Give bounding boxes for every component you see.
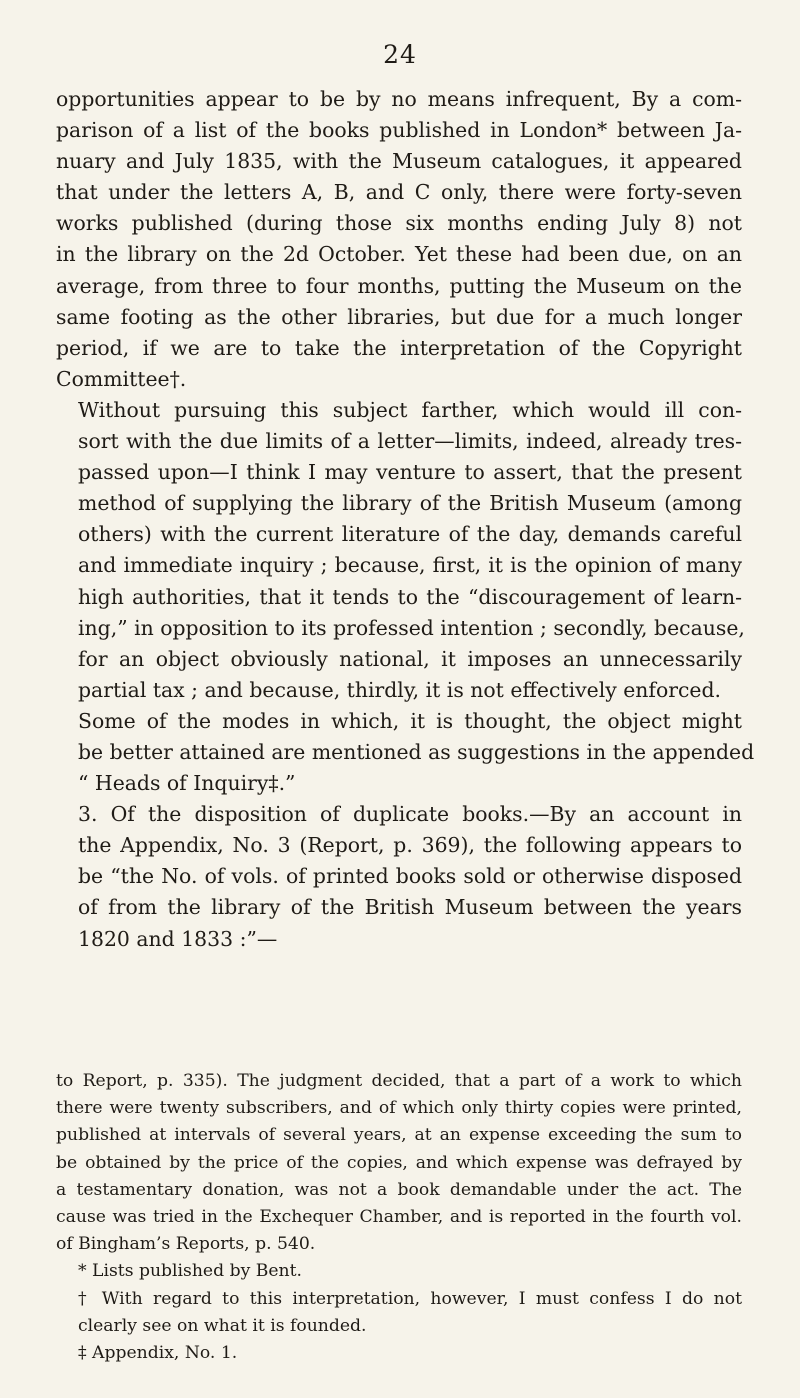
- paragraph: [56, 706, 755, 799]
- text-line: be “the No. of vols. of printed books sold or otherwise disposed: [78, 864, 742, 889]
- main-text: [56, 84, 755, 955]
- paragraph: [56, 799, 742, 954]
- text-line: † With regard to this interpretation, however, I must confess I do not: [78, 1288, 742, 1309]
- text-line: nuary and July 1835, with the Museum catalogues, it appeared: [56, 149, 742, 174]
- page-number: 24: [383, 40, 417, 69]
- text-line: 1820 and 1833 :”—: [78, 926, 278, 951]
- text-line: be obtained by the price of the copies, and which expense was defrayed by: [56, 1152, 742, 1173]
- paragraph: [56, 395, 745, 706]
- text-line: of Bingham’s Reports, p. 540.: [56, 1234, 316, 1255]
- text-line: and immediate inquiry ; because, first, it is the opinion of many: [78, 553, 742, 578]
- text-line: Without pursuing this subject farther, which would ill con-: [78, 397, 742, 422]
- text-line: there were twenty subscribers, and of which only thirty copies were printed,: [56, 1098, 742, 1119]
- text-line: ing,” in opposition to its professed intention ; secondly, because,: [78, 615, 745, 640]
- text-line: passed upon—I think I may venture to assert, that the present: [78, 460, 742, 485]
- text-line: opportunities appear to be by no means infrequent, By a com-: [56, 87, 742, 111]
- text-line: cause was tried in the Exchequer Chamber, and is reported in the fourth vol.: [56, 1207, 742, 1228]
- footnotes: [56, 1068, 742, 1367]
- text-line: works published (during those six months ending July 8) not: [56, 211, 742, 236]
- text-line: to Report, p. 335). The judgment decided, that a part of a work to which: [56, 1071, 742, 1091]
- text-line: same footing as the other libraries, but due for a much longer: [56, 304, 742, 329]
- text-line: average, from three to four months, putting the Museum on the: [56, 273, 742, 298]
- text-line: others) with the current literature of the day, demands careful: [78, 522, 742, 547]
- text-line: in the library on the 2d October. Yet these had been due, on an: [56, 242, 742, 267]
- footnote: [56, 1068, 742, 1258]
- text-line: sort with the due limits of a letter—limits, indeed, already tres-: [78, 429, 742, 454]
- text-line: high authorities, that it tends to the “discouragement of learn-: [78, 584, 742, 609]
- text-line: period, if we are to take the interpretation of the Copyright: [56, 335, 742, 360]
- text-line: be better attained are mentioned as suggestions in the appended: [78, 739, 755, 764]
- text-line: “ Heads of Inquiry‡.”: [78, 771, 296, 796]
- text-line: Some of the modes in which, it is thought, the object might: [78, 708, 742, 733]
- text-line: partial tax ; and because, thirdly, it is not effectively enforced.: [78, 677, 722, 702]
- text-line: method of supplying the library of the British Museum (among: [78, 491, 742, 516]
- footnote: [56, 1340, 742, 1367]
- text-line: a testamentary donation, was not a book demandable under the act. The: [56, 1179, 742, 1200]
- text-line: parison of a list of the books published in London* between Ja-: [56, 118, 742, 143]
- footnote: [56, 1258, 742, 1285]
- text-line: for an object obviously national, it imposes an unnecessarily: [78, 646, 742, 671]
- text-line: Committee†.: [56, 366, 187, 391]
- text-line: that under the letters A, B, and C only, there were forty-seven: [56, 180, 742, 205]
- paragraph: [56, 84, 742, 395]
- text-line: the Appendix, No. 3 (Report, p. 369), the following appears to: [78, 833, 742, 858]
- text-line: clearly see on what it is founded.: [78, 1315, 367, 1336]
- text-line: of from the library of the British Museum between the years: [78, 895, 742, 920]
- text-line: * Lists published by Bent.: [78, 1261, 302, 1282]
- footnote: [56, 1286, 742, 1340]
- text-line: 3. Of the disposition of duplicate books.—By an account in: [78, 802, 742, 827]
- text-line: ‡ Appendix, No. 1.: [78, 1343, 238, 1364]
- text-line: published at intervals of several years, at an expense exceeding the sum to: [56, 1125, 742, 1146]
